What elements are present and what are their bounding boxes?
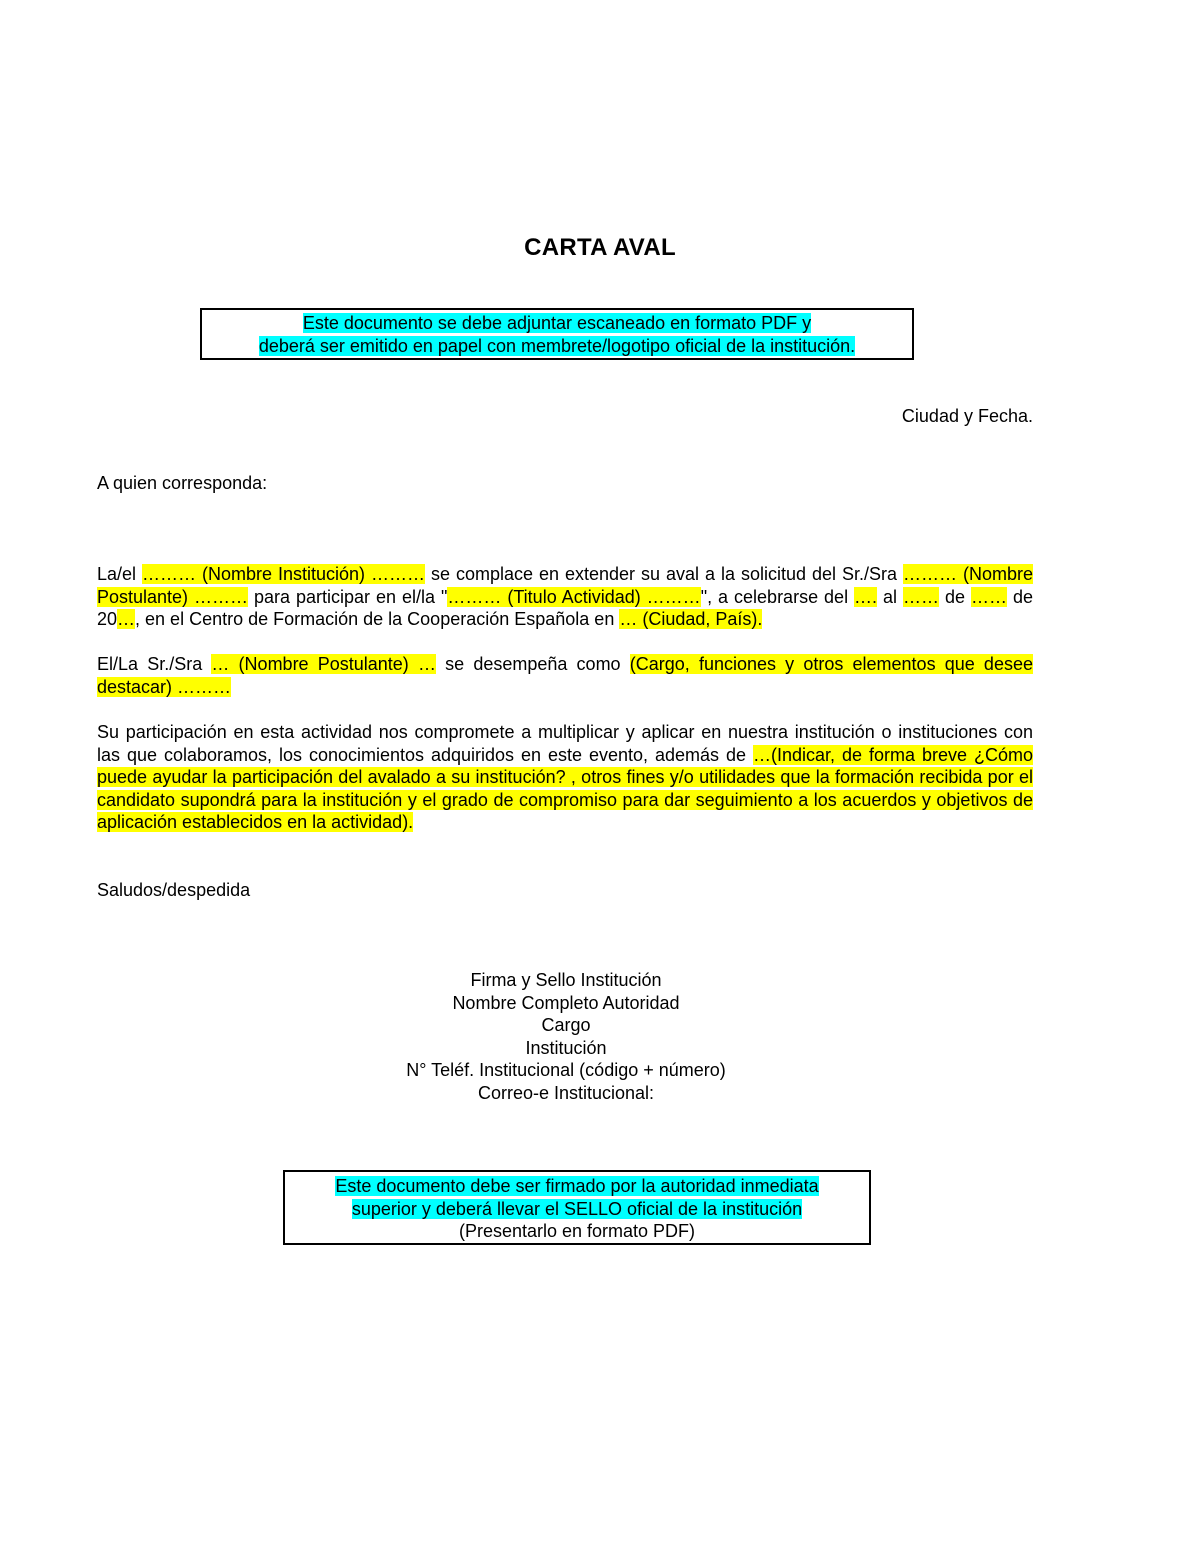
p1-text-4: ", a celebrarse del — [700, 586, 855, 607]
notice-top-line-2: deberá ser emitido en papel con membrete/logotipo oficial de la institución. — [258, 335, 856, 356]
placeholder-position-duties: (Cargo, funciones y otros elementos que desee destacar) ……… — [97, 654, 1033, 697]
paragraph-endorsement — [97, 563, 1033, 631]
city-date-line: Ciudad y Fecha. — [901, 406, 1033, 426]
paragraph-commitment — [97, 721, 1033, 834]
signature-block — [0, 969, 1132, 1105]
salutation: A quien corresponda: — [97, 473, 268, 493]
signature-line-1: Firma y Sello Institución — [470, 970, 662, 990]
notice-top-line-1: Este documento se debe adjuntar escaneado en formato PDF y — [302, 313, 812, 333]
p1-text-5: al — [877, 586, 904, 607]
signature-line-2: Nombre Completo Autoridad — [452, 992, 680, 1013]
paragraph-role — [97, 653, 1033, 698]
placeholder-city-country: … (Ciudad, País). — [619, 609, 763, 630]
placeholder-year: … — [117, 609, 136, 630]
placeholder-activity-title: ……… (Titulo Actividad) ……… — [447, 586, 701, 607]
placeholder-applicant-name-2: … (Nombre Postulante) … — [211, 654, 436, 674]
p1-text-2: se complace en extender su aval a la solicitud del Sr./Sra — [425, 564, 903, 584]
signature-line-3: Cargo — [541, 1015, 591, 1036]
placeholder-month: …… — [971, 586, 1007, 607]
p1-text-7: de 20 — [97, 586, 1033, 630]
p2-text-1: El/La Sr./Sra — [97, 654, 212, 674]
placeholder-applicant-name: ……… (Nombre Postulante) ……… — [97, 564, 1033, 607]
notice-bottom-line-3: (Presentarlo en formato PDF) — [458, 1221, 696, 1241]
p3-text-1: Su participación en esta actividad nos compromete a multiplicar y aplicar en nuestra institución o instituciones con las que colaboramos, los conocimientos adquiridos en este evento, además de — [97, 722, 1033, 765]
placeholder-institution-name: ……… (Nombre Institución) ……… — [142, 564, 426, 584]
p2-text-2: se desempeña como — [435, 654, 630, 674]
notice-box-top — [200, 308, 914, 360]
closing-greeting: Saludos/despedida — [97, 880, 251, 900]
signature-line-4: Institución — [525, 1037, 607, 1058]
notice-bottom-line-2: superior y deberá llevar el SELLO oficial de la institución — [351, 1198, 803, 1219]
document-title: CARTA AVAL — [524, 234, 676, 261]
p1-text-8: , en el Centro de Formación de la Cooperación Española en — [135, 609, 620, 630]
placeholder-start-day: …. — [854, 586, 878, 607]
placeholder-benefits: …(Indicar, de forma breve ¿Cómo puede ayudar la participación del avalado a su institución? , otros fines y/o utilidades que la formación recibida por el candidato supondrá para la institución y el grado de compromiso para dar seguimiento a los acuerdos y objetivos de aplicación establecidos en la actividad). — [97, 744, 1033, 833]
p1-text-3: para participar en el/la " — [248, 586, 448, 607]
p1-text-6: de — [939, 586, 971, 607]
notice-box-bottom — [283, 1170, 871, 1245]
p1-text-1: La/el — [97, 564, 143, 584]
notice-bottom-line-1: Este documento debe ser firmado por la autoridad inmediata — [335, 1176, 819, 1196]
signature-line-5: N° Teléf. Institucional (código + número) — [406, 1060, 726, 1081]
signature-line-6: Correo-e Institucional: — [477, 1082, 655, 1103]
placeholder-end-day: …… — [903, 586, 940, 607]
